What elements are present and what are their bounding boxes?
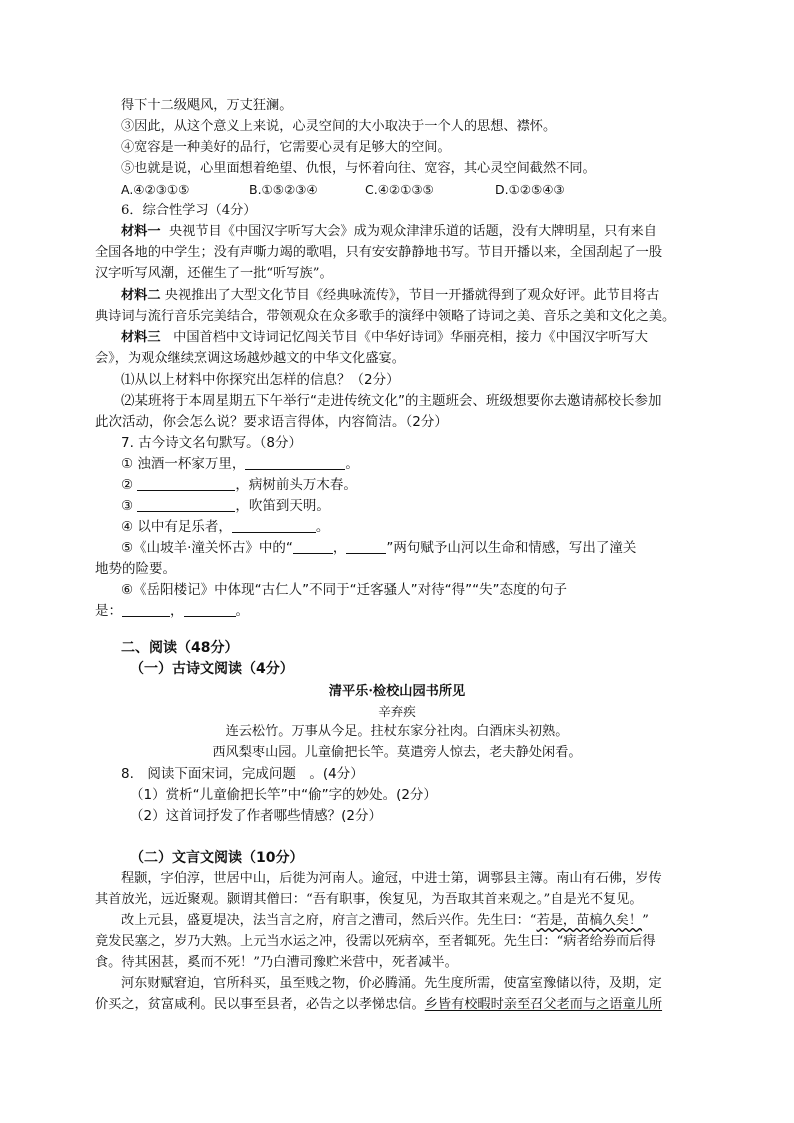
q7-item-2-text: ，病树前头万木春。 — [235, 477, 357, 493]
q5-sentence-5: ⑤也就是说，心里面想着绝望、仇恨，与怀着向往、宽容，其心灵空间截然不同。 — [121, 161, 596, 176]
poem-line-1: 连云松竹。万事从今足。拄杖东家分社肉。白酒床头初熟。 — [225, 724, 569, 739]
answer-blank[interactable] — [122, 602, 170, 617]
q7-item-2 — [121, 475, 357, 495]
q7-item-2-number: ② — [121, 477, 138, 493]
q7-item-6-line-1: ⑥《岳阳楼记》中体现“古仁人”不同于“迁客骚人”对待“得”“失”态度的句子 — [121, 582, 568, 598]
q7-item-1-end: 。 — [345, 456, 359, 472]
q7-item-3-number: ③ — [121, 498, 138, 514]
passage-p1-line-1: 程颢，字伯淳，世居中山，后徙为河南人。逾冠，中进士第，调鄠县主簿。南山有石佛，岁传 — [121, 871, 662, 886]
q7-item-1 — [121, 454, 359, 474]
q6-material-2-line-2: 典诗词与流行音乐完美结合，带领观众在众多歌手的演绎中领略了诗词之美、音乐之美和文化之美。 — [95, 309, 676, 324]
q6-material-2-line-1 — [121, 286, 659, 306]
passage-p3-text: 价买之，贫富咸利。民以事至县者，必告之以孝悌忠信。 — [95, 997, 425, 1012]
passage-p3-line-1: 河东财赋窘迫，官所科买，虽至贱之物，价必腾涌。先生度所需，使富室豫储以待，及期，定 — [121, 976, 662, 991]
passage-p2-text: 改上元县，盛夏堤决，法当言之府，府言之漕司，然后兴作。先生曰：“ — [121, 913, 537, 928]
q5-options — [121, 180, 565, 200]
q6-material-1-line-2: 全国各地的中学生；没有声嘶力竭的歌唱，只有安安静静地书写。节目开播以来，全国刮起了一股 — [95, 245, 663, 260]
passage-p2-line-1 — [121, 911, 649, 931]
passage-p2-line-2: 竟发民塞之，岁乃大熟。上元当水运之冲，役需以死病卒，至者辄死。先生曰：“病者给券而后得 — [95, 934, 656, 949]
q7-item-5-text: ⑤《山坡羊·潼关怀古》中的“ — [121, 540, 293, 556]
answer-blank[interactable] — [184, 602, 236, 617]
q7-heading: 7. 古今诗文名句默写。（8分） — [121, 435, 303, 451]
q5-option-b: B.①⑤②③④ — [249, 182, 318, 197]
q7-item-3-text: ，吹笛到天明。 — [235, 498, 330, 514]
q6-material-3-line-2: 会》，为观众继续烹调这场越炒越文的中华文化盛宴。 — [95, 351, 405, 366]
q5-option-d: D.①②⑤④③ — [495, 182, 565, 197]
q6-material-1-text: 央视节目《中国汉字听写大会》成为观众津津乐道的话题，没有大牌明星，只有来自 — [168, 224, 657, 239]
passage-p2-line-3: 食。待其困甚，奚而不死！”乃白漕司豫贮米营中，死者减半。 — [95, 955, 458, 970]
underlined-sentence: 若是，苗槁久矣！ — [536, 913, 643, 928]
q6-subquestion-2-line-1: ⑵某班将于本周星期五下午举行“走进传统文化”的主题班会、班级想要你去邀请郝校长参加 — [121, 393, 662, 409]
section-heading-classical-chinese: （二）文言文阅读（10分） — [130, 850, 304, 866]
poem-author: 辛弃疾 — [378, 704, 416, 719]
q7-item-4 — [121, 517, 329, 537]
q5-option-a: A.④②③①⑤ — [121, 182, 190, 197]
q6-material-2-label: 材料二 — [121, 288, 161, 303]
q5-option-c: C.④②①③⑤ — [365, 182, 434, 197]
q7-item-5-comma: ， — [332, 540, 347, 556]
q7-item-5-line-1 — [121, 538, 636, 558]
q8-heading: 8. 阅读下面宋词，完成问题 。(4分） — [121, 766, 364, 782]
closing-quote: ” — [642, 913, 649, 928]
q6-material-3-label: 材料三 — [121, 330, 161, 345]
q6-material-1-line-3: 汉字听写风潮，还催生了一批“听写族”。 — [95, 266, 333, 281]
q8-subquestion-2: （2）这首词抒发了作者哪些情感？(2分） — [130, 808, 382, 824]
passage-p1-line-2: 其首放光，远近聚观。颢谓其僧曰：“吾有职事，俟复见，为吾取其首来观之。”自是光不复见。 — [95, 892, 643, 907]
q6-material-3-text: 中国首档中文诗词记忆闯关节目《中华好诗词》华丽亮相，接力《中国汉字听写大 — [173, 330, 648, 345]
passage-p3-line-2 — [95, 995, 662, 1015]
q7-item-6-line-2 — [95, 601, 249, 621]
q5-sentence-4: ④宽容是一种美好的品行，它需要心灵有足够大的空间。 — [121, 140, 451, 155]
answer-blank[interactable] — [293, 539, 333, 554]
q6-heading: 6．综合性学习（4分） — [121, 203, 257, 218]
answer-blank[interactable] — [137, 476, 235, 491]
q7-item-6-comma: ， — [170, 603, 184, 619]
q6-material-2-text: 央视推出了大型文化节目《经典咏流传》，节目一开播就得到了观众好评。此节目将古 — [164, 288, 660, 303]
answer-blank[interactable] — [346, 539, 386, 554]
q6-material-3-line-1 — [121, 328, 648, 348]
q7-item-5-text-end: ”两句赋予山河以生命和情感，写出了潼关 — [386, 540, 637, 556]
q6-material-1-line-1 — [121, 222, 657, 242]
q7-item-1-text: ① 浊酒一杯家万里， — [121, 456, 246, 472]
q7-item-4-end: 。 — [315, 519, 330, 535]
section-heading-poetry: （一）古诗文阅读（4分） — [130, 661, 294, 677]
q7-item-6-text: 是： — [95, 603, 122, 619]
q5-sentence-3: ③因此，从这个意义上来说，心灵空间的大小取决于一个人的思想、襟怀。 — [121, 119, 557, 134]
section-heading-reading: 二、阅读（48分） — [121, 640, 239, 656]
q6-subquestion-1: ⑴从以上材料中你探究出怎样的信息？（2分） — [121, 372, 400, 388]
poem-title: 清平乐·检校山园书所见 — [328, 684, 466, 699]
q7-item-4-text: ④ 以中有足乐者， — [121, 519, 232, 535]
q6-subquestion-2-line-2: 此次活动，你会怎么说？要求语言得体，内容简洁。（2分） — [95, 414, 448, 430]
answer-blank[interactable] — [245, 455, 345, 470]
q8-subquestion-1: （1）赏析“儿童偷把长竿”中“偷”字的妙处。(2分） — [130, 787, 437, 803]
q6-material-1-label: 材料一 — [121, 224, 161, 239]
q7-item-6-end: 。 — [235, 603, 249, 619]
poem-line-2: 西风梨枣山园。儿童偷把长竿。莫遣旁人惊去，老夫静处闲看。 — [212, 745, 582, 760]
q7-item-3 — [121, 496, 330, 516]
q5-text-line-1: 得下十二级飓风，万丈狂澜。 — [121, 98, 293, 113]
underlined-sentence: 乡皆有校暇时亲至召父老而与之语童儿所 — [424, 997, 663, 1012]
q7-item-5-line-2: 地势的险要。 — [95, 561, 176, 577]
answer-blank[interactable] — [137, 497, 235, 512]
answer-blank[interactable] — [232, 518, 316, 533]
